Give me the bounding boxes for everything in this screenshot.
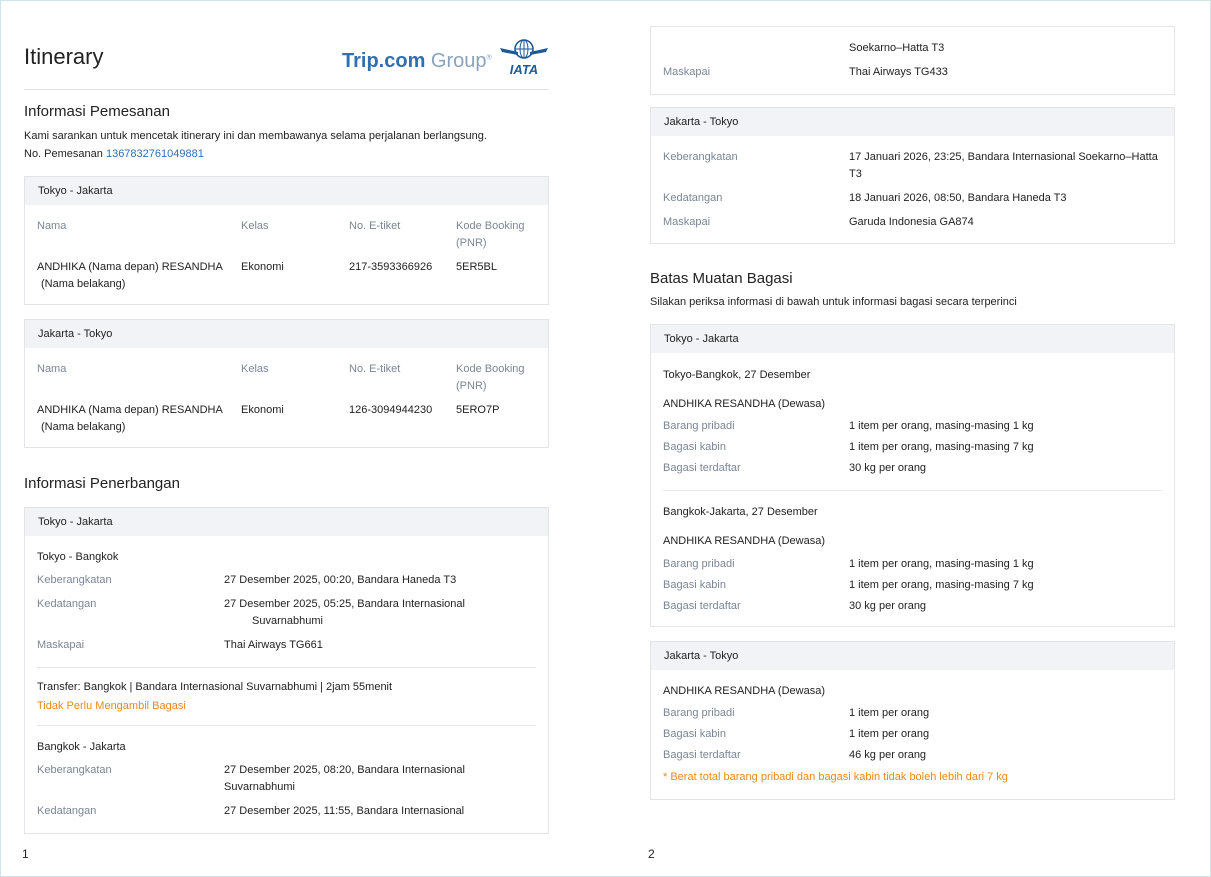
- booking-number-line: [24, 146, 204, 163]
- baggage-segment-route: Bangkok-Jakarta, 27 Desember: [663, 506, 818, 518]
- header-eticket: No. E-tiket: [349, 220, 401, 232]
- checked-baggage-value: 46 kg per orang: [849, 749, 927, 761]
- airline-value: Thai Airways TG661: [224, 639, 323, 651]
- cabin-baggage-label: Bagasi kabin: [663, 579, 726, 591]
- airport-continued: Soekarno–Hatta T3: [849, 42, 945, 54]
- passenger-name: ANDHIKA (Nama depan) RESANDHA: [37, 261, 223, 273]
- page-title: Itinerary: [24, 44, 104, 69]
- departure-value: 27 Desember 2025, 00:20, Bandara Haneda T3: [224, 574, 457, 586]
- checked-baggage-value: 30 kg per orang: [849, 600, 927, 612]
- transfer-note: Tidak Perlu Mengambil Bagasi: [37, 700, 186, 712]
- checked-baggage-label: Bagasi terdaftar: [663, 462, 741, 474]
- baggage-card-tokyo-jakarta: [650, 324, 1175, 627]
- page-1: [0, 0, 560, 877]
- arrival-label: Kedatangan: [37, 805, 97, 817]
- eticket-number: 126-3094944230: [349, 404, 433, 416]
- arrival-label: Kedatangan: [37, 598, 97, 610]
- cabin-baggage-value: 1 item per orang, masing-masing 7 kg: [849, 441, 1034, 453]
- tripcom-group-logo: Trip.com Group®: [342, 50, 492, 72]
- passenger-name: ANDHIKA (Nama depan) RESANDHA: [37, 404, 223, 416]
- departure-label: Keberangkatan: [663, 151, 738, 163]
- personal-item-value: 1 item per orang: [849, 707, 930, 719]
- flight-info-heading: Informasi Penerbangan: [24, 475, 180, 492]
- arrival-value: 18 Januari 2026, 08:50, Bandara Haneda T3: [849, 192, 1067, 204]
- card-title: Jakarta - Tokyo: [25, 320, 548, 348]
- booking-number-value[interactable]: 1367832761049881: [105, 148, 204, 160]
- logo-group: [342, 38, 552, 80]
- title-divider: [24, 89, 549, 90]
- personal-item-label: Barang pribadi: [663, 707, 735, 719]
- cabin-baggage-label: Bagasi kabin: [663, 441, 726, 453]
- baggage-note: Silakan periksa informasi di bawah untuk informasi bagasi secara terperinci: [650, 296, 1017, 308]
- header-name: Nama: [37, 363, 67, 375]
- departure-value-cont: T3: [849, 168, 862, 180]
- baggage-passenger: ANDHIKA RESANDHA (Dewasa): [663, 535, 825, 547]
- personal-item-label: Barang pribadi: [663, 420, 735, 432]
- header-eticket: No. E-tiket: [349, 363, 401, 375]
- airline-label: Maskapai: [663, 216, 711, 228]
- arrival-value-cont: Suvarnabhumi: [252, 615, 323, 627]
- segment-divider: [663, 490, 1162, 491]
- transfer-info: Transfer: Bangkok | Bandara Internasional Suvarnabhumi | 2jam 55menit: [37, 681, 393, 693]
- airline-label: Maskapai: [37, 639, 85, 651]
- checked-baggage-value: 30 kg per orang: [849, 462, 927, 474]
- header-pnr-sub: (PNR): [456, 237, 487, 249]
- departure-value-cont: Suvarnabhumi: [224, 781, 295, 793]
- departure-label: Keberangkatan: [37, 764, 112, 776]
- segment-divider: [37, 667, 536, 668]
- segment-divider: [37, 725, 536, 726]
- personal-item-value: 1 item per orang, masing-masing 1 kg: [849, 558, 1034, 570]
- booking-number-label: No. Pemesanan: [24, 148, 103, 160]
- header-pnr: Kode Booking: [456, 363, 525, 375]
- booking-info-note: Kami sarankan untuk mencetak itinerary ini dan membawanya selama perjalanan berlangsung.: [24, 130, 487, 142]
- pnr-code: 5ERO7P: [456, 404, 500, 416]
- card-title: Tokyo - Jakarta: [25, 177, 548, 205]
- baggage-segment-route: Tokyo-Bangkok, 27 Desember: [663, 369, 811, 381]
- flight-card-tokyo-jakarta: [24, 507, 549, 834]
- booking-info-heading: Informasi Pemesanan: [24, 103, 170, 120]
- flight-card-jakarta-tokyo: [650, 107, 1175, 244]
- segment-route: Bangkok - Jakarta: [37, 741, 126, 753]
- passenger-name-sub: (Nama belakang): [41, 421, 126, 433]
- airline-value: Thai Airways TG433: [849, 66, 948, 78]
- header-name: Nama: [37, 220, 67, 232]
- page-2: [626, 0, 1186, 877]
- page-number: 2: [648, 847, 655, 861]
- travel-class: Ekonomi: [241, 404, 284, 416]
- flight-card-continued: [650, 26, 1175, 95]
- departure-label: Keberangkatan: [37, 574, 112, 586]
- cabin-baggage-value: 1 item per orang, masing-masing 7 kg: [849, 579, 1034, 591]
- card-title: Tokyo - Jakarta: [651, 325, 1174, 353]
- travel-class: Ekonomi: [241, 261, 284, 273]
- arrival-label: Kedatangan: [663, 192, 723, 204]
- baggage-weight-note: * Berat total barang pribadi dan bagasi kabin tidak boleh lebih dari 7 kg: [663, 771, 1008, 783]
- header-class: Kelas: [241, 363, 269, 375]
- card-title: Jakarta - Tokyo: [651, 108, 1174, 136]
- header-class: Kelas: [241, 220, 269, 232]
- baggage-heading: Batas Muatan Bagasi: [650, 270, 793, 287]
- pnr-code: 5ER5BL: [456, 261, 497, 273]
- personal-item-value: 1 item per orang, masing-masing 1 kg: [849, 420, 1034, 432]
- personal-item-label: Barang pribadi: [663, 558, 735, 570]
- header-pnr-sub: (PNR): [456, 380, 487, 392]
- arrival-value: 27 Desember 2025, 11:55, Bandara Internasional: [224, 805, 465, 817]
- passenger-name-sub: (Nama belakang): [41, 278, 126, 290]
- cabin-baggage-label: Bagasi kabin: [663, 728, 726, 740]
- departure-value: 17 Januari 2026, 23:25, Bandara Internasional Soekarno–Hatta: [849, 151, 1158, 163]
- arrival-value: 27 Desember 2025, 05:25, Bandara Internasional: [224, 598, 465, 610]
- page-number: 1: [22, 847, 29, 861]
- iata-logo: [498, 38, 550, 78]
- baggage-passenger: ANDHIKA RESANDHA (Dewasa): [663, 685, 825, 697]
- booking-card-jakarta-tokyo: [24, 319, 549, 448]
- segment-route: Tokyo - Bangkok: [37, 551, 119, 563]
- header-pnr: Kode Booking: [456, 220, 525, 232]
- airline-label: Maskapai: [663, 66, 711, 78]
- card-title: Tokyo - Jakarta: [25, 508, 548, 536]
- booking-card-tokyo-jakarta: [24, 176, 549, 305]
- card-title: Jakarta - Tokyo: [651, 642, 1174, 670]
- checked-baggage-label: Bagasi terdaftar: [663, 749, 741, 761]
- departure-value: 27 Desember 2025, 08:20, Bandara Internasional: [224, 764, 465, 776]
- baggage-passenger: ANDHIKA RESANDHA (Dewasa): [663, 398, 825, 410]
- airline-value: Garuda Indonesia GA874: [849, 216, 974, 228]
- cabin-baggage-value: 1 item per orang: [849, 728, 930, 740]
- eticket-number: 217-3593366926: [349, 261, 433, 273]
- checked-baggage-label: Bagasi terdaftar: [663, 600, 741, 612]
- baggage-card-jakarta-tokyo: [650, 641, 1175, 800]
- iata-logo-text: IATA: [509, 62, 539, 77]
